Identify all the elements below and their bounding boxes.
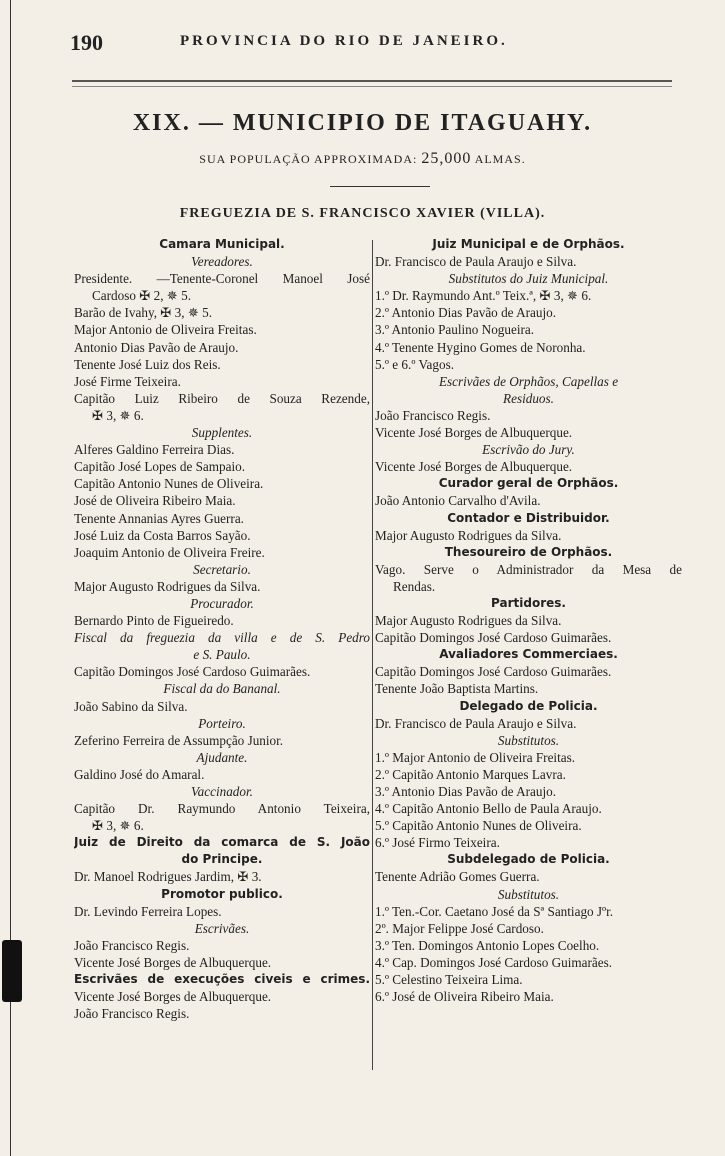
header-rule-thin (72, 86, 672, 87)
office-subheading: Substitutos. (497, 732, 560, 748)
entry-line: Capitão Domingos José Cardoso Guimarães. (74, 664, 311, 680)
office-subheading: Substitutos. (497, 886, 560, 902)
office-subheading: Residuos. (503, 390, 554, 406)
entry-line: Zeferino Ferreira de Assumpção Junior. (74, 732, 284, 748)
office-subheading: Porteiro. (198, 715, 246, 731)
entry-line: Major Augusto Rodrigues da Silva. (375, 527, 562, 543)
entry-line: 2.º Antonio Dias Pavão de Araujo. (375, 305, 556, 321)
office-heading: Juiz de Direito da comarca de S. João (74, 835, 370, 850)
entry-line: Alferes Galdino Ferreira Dias. (74, 442, 235, 458)
entry-line: Vicente José Borges de Albuquerque. (375, 425, 573, 441)
entry-line: José Firme Teixeira. (74, 373, 181, 389)
population-unit: ALMAS. (474, 152, 526, 166)
office-subheading: Fiscal da do Bananal. (163, 681, 281, 697)
entry-line: João Sabino da Silva. (74, 698, 188, 714)
entry-line: Vicente José Borges de Albuquerque. (74, 954, 272, 970)
entry-line: Dr. Manoel Rodrigues Jardim, ✠ 3. (74, 869, 262, 885)
entry-line: João Francisco Regis. (375, 407, 491, 423)
entry-line: Dr. Levindo Ferreira Lopes. (74, 903, 222, 919)
entry-line: Joaquim Antonio de Oliveira Freire. (74, 544, 265, 560)
population-line (0, 150, 725, 168)
entry-line: Bernardo Pinto de Figueiredo. (74, 613, 234, 629)
entry-line: João Francisco Regis. (74, 937, 190, 953)
entry-line: Vicente José Borges de Albuquerque. (74, 989, 272, 1005)
entry-line: Major Antonio de Oliveira Freitas. (74, 322, 257, 338)
entry-line: Cardoso ✠ 2, ✵ 5. (92, 288, 192, 304)
population-value: 25,000 (421, 150, 472, 167)
entry-line: Tenente Annanias Ayres Guerra. (74, 510, 244, 526)
office-subheading: Secretario. (193, 561, 251, 577)
entry-line: 6.º José Firmo Teixeira. (375, 835, 500, 851)
entry-line: Dr. Francisco de Paula Araujo e Silva. (375, 254, 577, 270)
office-subheading: e S. Paulo. (193, 647, 251, 663)
office-subheading: Escrivães. (194, 920, 250, 936)
entry-line: Galdino José do Amaral. (74, 766, 205, 782)
entry-line: 5.º Capitão Antonio Nunes de Oliveira. (375, 818, 582, 834)
entry-line: 4.º Tenente Hygino Gomes de Noronha. (375, 339, 586, 355)
left-column (74, 236, 370, 1022)
entry-line: Barão de Ivahy, ✠ 3, ✵ 5. (74, 305, 213, 321)
section-title: XIX. — MUNICIPIO DE ITAGUAHY. (132, 110, 593, 136)
entry-line: Capitão Domingos José Cardoso Guimarães. (375, 664, 612, 680)
population-label: SUA POPULAÇÃO APPROXIMADA: (199, 152, 418, 166)
office-subheading: Procurador. (190, 595, 254, 611)
header-rule (72, 80, 672, 82)
office-heading: Contador e Distribuidor. (447, 510, 610, 525)
entry-line: 2º. Major Felippe José Cardoso. (375, 920, 544, 936)
entry-line: José de Oliveira Ribeiro Maia. (74, 493, 236, 509)
office-subheading: Escrivães de Orphãos, Capellas e (438, 373, 619, 389)
office-heading: Curador geral de Orphãos. (438, 476, 619, 491)
entry-line: João Antonio Carvalho d'Avila. (375, 493, 541, 509)
entry-line: Rendas. (393, 578, 436, 594)
right-column (375, 236, 682, 1005)
entry-line: Capitão Luiz Ribeiro de Souza Rezende, (74, 390, 370, 406)
column-divider (372, 240, 373, 1070)
entry-line: Antonio Dias Pavão de Araujo. (74, 339, 239, 355)
entry-line: 1.º Dr. Raymundo Ant.º Teix.ª, ✠ 3, ✵ 6. (375, 288, 592, 304)
entry-line: 6.º José de Oliveira Ribeiro Maia. (375, 989, 554, 1005)
entry-line: João Francisco Regis. (74, 1006, 190, 1022)
entry-line: Vicente José Borges de Albuquerque. (375, 459, 573, 475)
entry-line: 3.º Ten. Domingos Antonio Lopes Coelho. (375, 937, 600, 953)
running-head: PROVINCIA DO RIO DE JANEIRO. (180, 33, 508, 49)
entry-line: 4.º Cap. Domingos José Cardoso Guimarães. (375, 954, 613, 970)
entry-line: Dr. Francisco de Paula Araujo e Silva. (375, 715, 577, 731)
office-subheading: Escrivão do Jury. (482, 442, 575, 458)
entry-line: 3.º Antonio Dias Pavão de Araujo. (375, 784, 556, 799)
office-heading: Escrivães de execuções civeis e crimes. (74, 972, 370, 987)
entry-line: Tenente João Baptista Martins. (375, 681, 539, 697)
office-subheading: Substitutos do Juiz Municipal. (448, 271, 609, 287)
entry-line: Tenente José Luiz dos Reis. (74, 356, 221, 372)
office-subheading: Fiscal da freguezia da villa e de S. Pedro (74, 630, 370, 646)
entry-line: 2.º Capitão Antonio Marques Lavra. (375, 766, 566, 782)
office-heading: Promotor publico. (161, 886, 283, 901)
entry-line: José Luiz da Costa Barros Sayão. (74, 527, 251, 543)
office-heading: Delegado de Policia. (459, 698, 598, 713)
entry-line: Capitão José Lopes de Sampaio. (74, 459, 246, 475)
section-divider (330, 186, 430, 187)
office-subheading: Vaccinador. (191, 784, 253, 799)
entry-line: Major Augusto Rodrigues da Silva. (74, 578, 261, 594)
entry-line: 4.º Capitão Antonio Bello de Paula Araujo. (375, 801, 602, 817)
entry-line: Presidente. —Tenente-Coronel Manoel José (74, 271, 370, 287)
office-heading: do Principe. (181, 852, 263, 867)
entry-line: ✠ 3, ✵ 6. (92, 407, 144, 423)
entry-line: 5.º Celestino Teixeira Lima. (375, 972, 523, 988)
office-subheading: Ajudante. (196, 749, 248, 765)
binding-tab-mark (2, 940, 22, 1002)
entry-line: 1.º Major Antonio de Oliveira Freitas. (375, 749, 576, 765)
office-subheading: Supplentes. (191, 425, 253, 441)
entry-line: 1.º Ten.-Cor. Caetano José da Sª Santiago Jºr. (375, 903, 614, 919)
entry-line: Capitão Dr. Raymundo Antonio Teixeira, (74, 801, 370, 817)
parish-title: FREGUEZIA DE S. FRANCISCO XAVIER (VILLA). (179, 206, 546, 221)
office-heading: Camara Municipal. (159, 237, 285, 251)
entry-line: Vago. Serve o Administrador da Mesa de (375, 561, 682, 577)
office-heading: Avaliadores Commerciaes. (439, 647, 618, 662)
page-number: 190 (70, 30, 103, 55)
office-heading: Partidores. (491, 595, 566, 610)
entry-line: Tenente Adrião Gomes Guerra. (375, 869, 540, 885)
entry-line: 5.º e 6.º Vagos. (375, 356, 454, 372)
office-subheading: Vereadores. (191, 254, 253, 270)
entry-line: 3.º Antonio Paulino Nogueira. (375, 322, 535, 338)
office-heading: Thesoureiro de Orphãos. (444, 544, 613, 559)
entry-line: Capitão Domingos José Cardoso Guimarães. (375, 630, 612, 646)
office-heading: Juiz Municipal e de Orphãos. (432, 237, 625, 251)
entry-line: Major Augusto Rodrigues da Silva. (375, 613, 562, 629)
entry-line: ✠ 3, ✵ 6. (92, 818, 144, 834)
office-heading: Subdelegado de Policia. (447, 852, 610, 867)
entry-line: Capitão Antonio Nunes de Oliveira. (74, 476, 264, 492)
